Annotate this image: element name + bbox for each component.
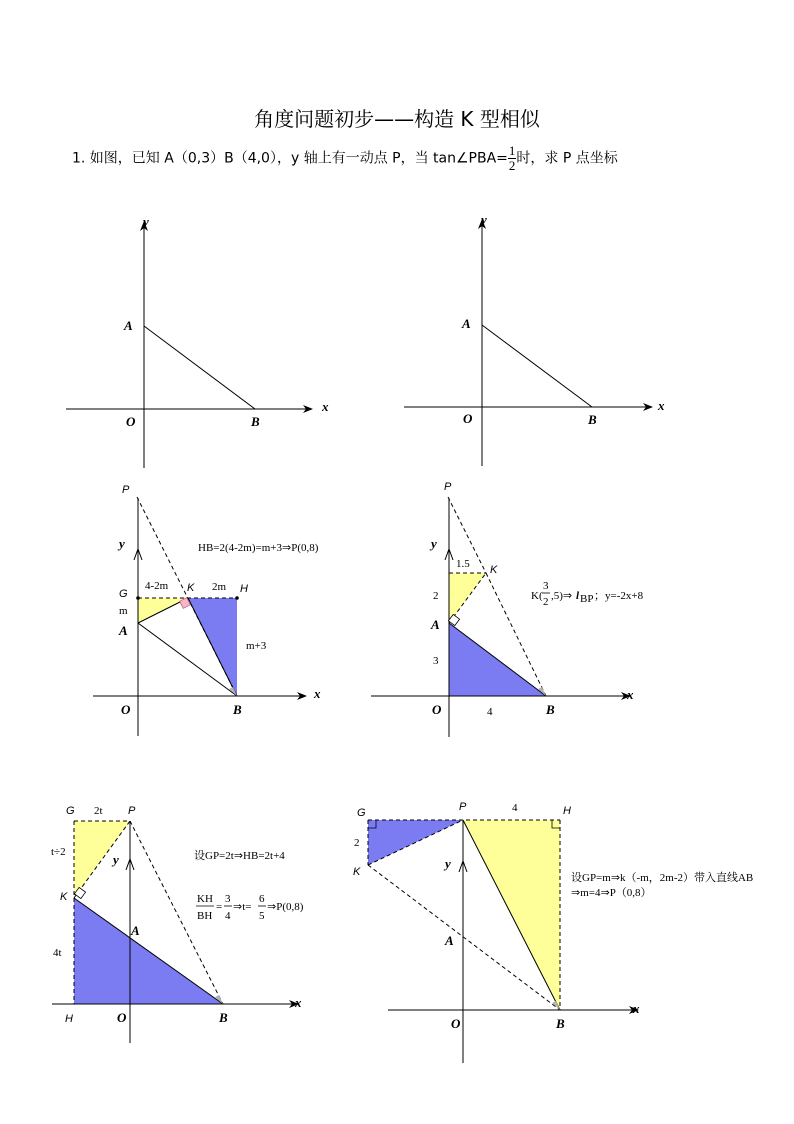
point-a-label: A [119,623,128,638]
x-label: x [633,1001,640,1016]
segment-ph-label: 4 [512,802,518,814]
y-label: y [143,214,149,229]
x-label: x [627,687,634,702]
fig3-note: HB=2(4-2m)=m+3⇒P(0,8) [198,542,319,554]
fraction-denominator: 2 [508,158,516,173]
problem-text-after: 时，求 P 点坐标 [516,150,618,167]
point-h-label: H [240,583,248,595]
x-label: x [314,686,321,701]
segment-left-label: 2 [433,590,439,602]
fraction-numerator: 1 [508,143,516,158]
y-label: y [431,536,437,551]
segment-gp-label: 2t [94,805,103,817]
fig4-note-mid: ,5)⇒ [551,590,573,602]
x-label: x [322,399,329,414]
segment-kh-label: 4t [53,947,62,959]
point-g [136,596,140,600]
segment-gk-label: t÷2 [51,846,66,858]
fig5-note1: 设GP=2t⇒HB=2t+4 [194,850,285,862]
point-a-label: A [431,617,440,632]
fig4-note-l: l [576,590,580,602]
point-h-label: H [65,1013,73,1025]
point-p-label: P [122,484,130,496]
point-g-label: G [66,805,75,817]
y-label: y [113,852,119,867]
point-b-label: B [251,414,260,429]
fig6-note1: 设GP=m⇒k（-m，2m-2）带入直线AB [571,872,754,884]
origin-label: O [126,414,136,429]
fig4-note-sub: BP [580,593,594,605]
figure-4 [371,481,644,737]
point-b-label: B [233,702,242,717]
x-label: x [295,995,302,1010]
segment-top-label: 1.5 [456,558,470,570]
fig5-n2-den3: 5 [259,910,265,922]
origin-label: O [121,702,131,717]
fig4-note [531,580,644,608]
y-label: y [481,212,487,227]
origin-label: O [463,411,473,426]
y-label: y [445,856,451,871]
fig4-note-pre: K( [531,590,543,602]
figure-3 [93,484,321,736]
origin-label: O [432,702,442,717]
segment-m-label: m [119,605,128,617]
figure-2 [404,212,665,466]
fig4-note-den: 2 [543,596,549,608]
segment-kh-label: 2m [212,581,227,593]
figure-5 [51,805,304,1043]
problem-text-before: 1. 如图，已知 A（0,3）B（4,0），y 轴上有一动点 P，当 tan∠PBA= [72,150,508,167]
page-title: 角度问题初步——构造 K 型相似 [254,107,540,131]
point-a-label: A [445,933,454,948]
fig5-n2-num2: 3 [225,893,231,905]
segment-gk-label: 2 [354,837,360,849]
point-b-label: B [556,1016,565,1031]
point-g-label: G [119,588,128,600]
point-b-label: B [588,412,597,427]
segment-ob-label: 4 [487,706,493,718]
segment-gk-label: 4-2m [145,580,169,592]
point-b-label: B [546,702,555,717]
fig5-n2-den: BH [197,910,213,922]
fig6-note2: ⇒m=4⇒P（0,8） [571,887,652,899]
segment-ab [144,326,255,409]
point-p-label: P [459,801,467,813]
point-b-label: B [219,1010,228,1025]
fig5-note2 [196,893,304,922]
fig5-n2-num3: 6 [259,893,265,905]
point-h-label: H [563,805,571,817]
fig5-n2-den2: 4 [225,910,231,922]
segment-pb [137,497,237,696]
origin-label: O [451,1016,461,1031]
segment-hb-label: m+3 [246,640,267,652]
point-k-label: K [353,866,361,878]
fig5-n2-post: ⇒P(0,8) [267,901,304,913]
figure-1 [66,214,329,468]
figure-6 [353,801,753,1063]
point-k-label: K [187,582,195,594]
point-a-label: A [462,316,471,331]
fig4-note-post: ；y=-2x+8 [594,590,644,602]
point-k-label: K [490,564,498,576]
point-a-label: A [124,318,133,333]
segment-oa-label: 3 [433,655,439,667]
point-k-label: K [60,891,68,903]
point-h [235,596,239,600]
y-label: y [119,536,125,551]
point-p-label: P [444,481,452,493]
origin-label: O [117,1010,127,1025]
point-p-label: P [128,805,136,817]
fig5-n2-num: KH [197,893,213,905]
x-label: x [658,398,665,413]
point-a-label: A [131,923,140,938]
segment-ab [482,325,592,407]
fig5-n2-mid: ⇒t= [233,901,252,913]
fig5-n2-eq: = [216,901,223,913]
fig4-note-num: 3 [543,580,549,592]
point-g-label: G [357,807,366,819]
